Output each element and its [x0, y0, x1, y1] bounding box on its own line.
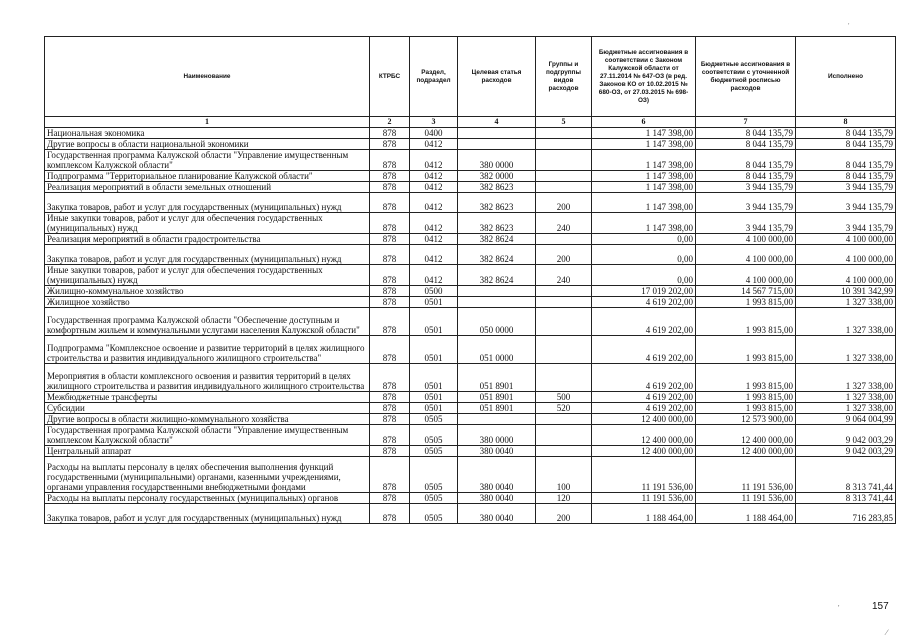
- cell-executed: 9 042 003,29: [796, 446, 896, 457]
- cell-name: Мероприятия в области комплексного освоения и развития территорий в целях жилищного строительства и развития индивидуального жилищного строительства: [45, 364, 370, 392]
- col-number: 4: [458, 117, 536, 128]
- col-header-section: Раздел, подраздел: [410, 37, 458, 117]
- cell-section: 0412: [410, 139, 458, 150]
- cell-executed: 1 327 338,00: [796, 308, 896, 336]
- cell-expense-group: [536, 150, 592, 171]
- cell-executed: 9 064 004,99: [796, 414, 896, 425]
- cell-approved: 11 191 536,00: [592, 493, 696, 504]
- cell-expense-group: [536, 308, 592, 336]
- cell-section: 0501: [410, 364, 458, 392]
- cell-section: 0501: [410, 403, 458, 414]
- cell-expense-group: 120: [536, 493, 592, 504]
- cell-ktrbs: 878: [370, 392, 410, 403]
- table-row: [45, 504, 896, 524]
- table-row: [45, 286, 896, 297]
- table-row: [45, 446, 896, 457]
- table-row: [45, 493, 896, 504]
- cell-target-item: 382 8624: [458, 234, 536, 245]
- cell-approved: 4 619 202,00: [592, 336, 696, 364]
- col-header-target-item: Целевая статья расходов: [458, 37, 536, 117]
- cell-section: 0501: [410, 336, 458, 364]
- cell-revised: 8 044 135,79: [696, 128, 796, 139]
- cell-revised: 1 993 815,00: [696, 364, 796, 392]
- cell-revised: 3 944 135,79: [696, 193, 796, 213]
- cell-ktrbs: 878: [370, 425, 410, 446]
- cell-target-item: 050 0000: [458, 308, 536, 336]
- cell-executed: 3 944 135,79: [796, 182, 896, 193]
- cell-expense-group: [536, 446, 592, 457]
- cell-ktrbs: 878: [370, 193, 410, 213]
- cell-revised: 1 993 815,00: [696, 403, 796, 414]
- cell-name: Государственная программа Калужской области "Обеспечение доступным и комфортным жильем и коммунальными услугами населения Калужской области": [45, 308, 370, 336]
- table-row: [45, 171, 896, 182]
- cell-executed: 1 327 338,00: [796, 392, 896, 403]
- cell-ktrbs: 878: [370, 457, 410, 493]
- cell-name: Закупка товаров, работ и услуг для государственных (муниципальных) нужд: [45, 193, 370, 213]
- cell-name: Реализация мероприятий в области градостроительства: [45, 234, 370, 245]
- cell-section: 0501: [410, 392, 458, 403]
- cell-expense-group: [536, 139, 592, 150]
- cell-name: Межбюджетные трансферты: [45, 392, 370, 403]
- cell-approved: 12 400 000,00: [592, 425, 696, 446]
- cell-target-item: 380 0040: [458, 493, 536, 504]
- cell-target-item: 382 0000: [458, 171, 536, 182]
- cell-revised: 3 944 135,79: [696, 213, 796, 234]
- cell-ktrbs: 878: [370, 213, 410, 234]
- cell-expense-group: [536, 128, 592, 139]
- cell-target-item: 382 8623: [458, 182, 536, 193]
- col-number: 6: [592, 117, 696, 128]
- cell-name: Национальная экономика: [45, 128, 370, 139]
- cell-name: Закупка товаров, работ и услуг для государственных (муниципальных) нужд: [45, 245, 370, 265]
- table-row: [45, 213, 896, 234]
- table-row: [45, 403, 896, 414]
- cell-target-item: 382 8623: [458, 193, 536, 213]
- table-row: [45, 425, 896, 446]
- cell-expense-group: 240: [536, 265, 592, 286]
- cell-name: Подпрограмма "Территориальное планирование Калужской области": [45, 171, 370, 182]
- cell-revised: 4 100 000,00: [696, 234, 796, 245]
- table-row: [45, 414, 896, 425]
- cell-target-item: 380 0040: [458, 504, 536, 524]
- cell-ktrbs: 878: [370, 128, 410, 139]
- table-row: [45, 336, 896, 364]
- cell-approved: 1 147 398,00: [592, 193, 696, 213]
- cell-ktrbs: 878: [370, 308, 410, 336]
- cell-target-item: 380 0040: [458, 446, 536, 457]
- cell-revised: 11 191 536,00: [696, 493, 796, 504]
- cell-approved: 0,00: [592, 245, 696, 265]
- table-body: [45, 128, 896, 524]
- col-number: 2: [370, 117, 410, 128]
- cell-expense-group: 200: [536, 245, 592, 265]
- cell-target-item: 382 8623: [458, 213, 536, 234]
- table-row: [45, 265, 896, 286]
- cell-ktrbs: 878: [370, 234, 410, 245]
- cell-executed: 10 391 342,99: [796, 286, 896, 297]
- cell-name: Расходы на выплаты персоналу в целях обеспечения выполнения функций государственными (муниципальными) органами, казенными учреждениями, органами управления государственными внебюджетными фондами: [45, 457, 370, 493]
- cell-target-item: [458, 297, 536, 308]
- cell-expense-group: [536, 297, 592, 308]
- cell-ktrbs: 878: [370, 493, 410, 504]
- cell-executed: 1 327 338,00: [796, 364, 896, 392]
- cell-section: 0505: [410, 504, 458, 524]
- cell-expense-group: [536, 425, 592, 446]
- table-row: [45, 128, 896, 139]
- cell-target-item: 380 0040: [458, 457, 536, 493]
- cell-section: 0412: [410, 213, 458, 234]
- cell-revised: 3 944 135,79: [696, 182, 796, 193]
- cell-approved: 1 147 398,00: [592, 213, 696, 234]
- cell-revised: 4 100 000,00: [696, 245, 796, 265]
- col-number: 1: [45, 117, 370, 128]
- table-row: [45, 392, 896, 403]
- cell-section: 0505: [410, 425, 458, 446]
- cell-section: 0400: [410, 128, 458, 139]
- table-row: [45, 364, 896, 392]
- cell-ktrbs: 878: [370, 403, 410, 414]
- cell-executed: 4 100 000,00: [796, 245, 896, 265]
- cell-executed: 1 327 338,00: [796, 336, 896, 364]
- cell-section: 0500: [410, 286, 458, 297]
- cell-revised: 1 993 815,00: [696, 392, 796, 403]
- cell-section: 0412: [410, 234, 458, 245]
- cell-section: 0412: [410, 182, 458, 193]
- cell-ktrbs: 878: [370, 286, 410, 297]
- cell-expense-group: 240: [536, 213, 592, 234]
- cell-target-item: 382 8624: [458, 265, 536, 286]
- table-row: [45, 308, 896, 336]
- cell-approved: 1 147 398,00: [592, 128, 696, 139]
- col-header-revised: Бюджетные ассигнования в соответствии с уточненной бюджетной росписью расходов: [696, 37, 796, 117]
- cell-ktrbs: 878: [370, 150, 410, 171]
- cell-ktrbs: 878: [370, 414, 410, 425]
- table-row: [45, 245, 896, 265]
- cell-executed: 9 042 003,29: [796, 425, 896, 446]
- scan-mark-top: ′: [848, 22, 850, 30]
- cell-ktrbs: 878: [370, 182, 410, 193]
- cell-section: 0412: [410, 193, 458, 213]
- cell-target-item: 051 8901: [458, 364, 536, 392]
- cell-target-item: 380 0000: [458, 425, 536, 446]
- cell-expense-group: [536, 364, 592, 392]
- cell-approved: 4 619 202,00: [592, 392, 696, 403]
- cell-executed: 1 327 338,00: [796, 297, 896, 308]
- col-header-expense-groups: Группы и подгруппы видов расходов: [536, 37, 592, 117]
- table-row: [45, 297, 896, 308]
- table-row: [45, 182, 896, 193]
- cell-revised: 14 567 715,00: [696, 286, 796, 297]
- cell-section: 0505: [410, 493, 458, 504]
- cell-target-item: [458, 286, 536, 297]
- cell-approved: 0,00: [592, 265, 696, 286]
- cell-section: 0501: [410, 308, 458, 336]
- cell-expense-group: [536, 182, 592, 193]
- cell-revised: 12 573 900,00: [696, 414, 796, 425]
- header-row: [45, 37, 896, 117]
- cell-name: Государственная программа Калужской области "Управление имущественным комплексом Калужской области": [45, 150, 370, 171]
- cell-target-item: 380 0000: [458, 150, 536, 171]
- cell-executed: 8 044 135,79: [796, 150, 896, 171]
- cell-section: 0505: [410, 446, 458, 457]
- cell-approved: 4 619 202,00: [592, 403, 696, 414]
- cell-target-item: 051 8901: [458, 392, 536, 403]
- scan-mark-corner: ⁄: [886, 628, 888, 637]
- cell-approved: 1 147 398,00: [592, 139, 696, 150]
- cell-target-item: 051 0000: [458, 336, 536, 364]
- col-number: 7: [696, 117, 796, 128]
- cell-revised: 8 044 135,79: [696, 139, 796, 150]
- cell-ktrbs: 878: [370, 139, 410, 150]
- cell-executed: 3 944 135,79: [796, 193, 896, 213]
- table-row: [45, 150, 896, 171]
- cell-executed: 8 313 741,44: [796, 457, 896, 493]
- cell-executed: 8 313 741,44: [796, 493, 896, 504]
- cell-ktrbs: 878: [370, 297, 410, 308]
- cell-name: Иные закупки товаров, работ и услуг для обеспечения государственных (муниципальных) нужд: [45, 213, 370, 234]
- cell-name: Расходы на выплаты персоналу государственных (муниципальных) органов: [45, 493, 370, 504]
- cell-revised: 11 191 536,00: [696, 457, 796, 493]
- cell-name: Субсидии: [45, 403, 370, 414]
- cell-executed: 716 283,85: [796, 504, 896, 524]
- cell-ktrbs: 878: [370, 336, 410, 364]
- cell-executed: 4 100 000,00: [796, 265, 896, 286]
- cell-revised: 8 044 135,79: [696, 150, 796, 171]
- cell-name: Другие вопросы в области национальной экономики: [45, 139, 370, 150]
- cell-ktrbs: 878: [370, 504, 410, 524]
- cell-revised: 12 400 000,00: [696, 425, 796, 446]
- cell-ktrbs: 878: [370, 364, 410, 392]
- cell-expense-group: [536, 171, 592, 182]
- cell-approved: 1 147 398,00: [592, 150, 696, 171]
- cell-approved: 0,00: [592, 234, 696, 245]
- cell-executed: 8 044 135,79: [796, 139, 896, 150]
- cell-revised: 1 993 815,00: [696, 297, 796, 308]
- cell-ktrbs: 878: [370, 245, 410, 265]
- cell-approved: 4 619 202,00: [592, 297, 696, 308]
- scan-mark-bottom: ′: [838, 604, 840, 612]
- cell-section: 0412: [410, 171, 458, 182]
- cell-target-item: [458, 414, 536, 425]
- cell-name: Жилищное хозяйство: [45, 297, 370, 308]
- cell-section: 0501: [410, 297, 458, 308]
- cell-executed: 8 044 135,79: [796, 128, 896, 139]
- cell-executed: 8 044 135,79: [796, 171, 896, 182]
- cell-expense-group: [536, 414, 592, 425]
- cell-expense-group: [536, 286, 592, 297]
- cell-name: Реализация мероприятий в области земельных отношений: [45, 182, 370, 193]
- cell-executed: 4 100 000,00: [796, 234, 896, 245]
- cell-approved: 12 400 000,00: [592, 446, 696, 457]
- cell-section: 0505: [410, 414, 458, 425]
- cell-expense-group: 520: [536, 403, 592, 414]
- cell-expense-group: [536, 234, 592, 245]
- table-row: [45, 193, 896, 213]
- cell-expense-group: 200: [536, 504, 592, 524]
- col-number: 8: [796, 117, 896, 128]
- cell-name: Подпрограмма "Комплексное освоение и развитие территорий в целях жилищного строительства и развития индивидуального жилищного строительства": [45, 336, 370, 364]
- cell-revised: 8 044 135,79: [696, 171, 796, 182]
- budget-table: [44, 36, 896, 524]
- cell-section: 0412: [410, 265, 458, 286]
- col-number: 5: [536, 117, 592, 128]
- cell-approved: 11 191 536,00: [592, 457, 696, 493]
- cell-ktrbs: 878: [370, 265, 410, 286]
- table-row: [45, 234, 896, 245]
- cell-ktrbs: 878: [370, 171, 410, 182]
- col-number: 3: [410, 117, 458, 128]
- cell-expense-group: 100: [536, 457, 592, 493]
- cell-revised: 4 100 000,00: [696, 265, 796, 286]
- cell-target-item: 051 8901: [458, 403, 536, 414]
- col-header-executed: Исполнено: [796, 37, 896, 117]
- cell-approved: 1 147 398,00: [592, 182, 696, 193]
- table-row: [45, 457, 896, 493]
- cell-revised: 12 400 000,00: [696, 446, 796, 457]
- page-number: 157: [872, 601, 889, 612]
- cell-approved: 4 619 202,00: [592, 364, 696, 392]
- cell-executed: 1 327 338,00: [796, 403, 896, 414]
- table-row: [45, 139, 896, 150]
- cell-expense-group: [536, 336, 592, 364]
- cell-name: Центральный аппарат: [45, 446, 370, 457]
- cell-approved: 1 188 464,00: [592, 504, 696, 524]
- cell-name: Закупка товаров, работ и услуг для государственных (муниципальных) нужд: [45, 504, 370, 524]
- cell-section: 0505: [410, 457, 458, 493]
- cell-section: 0412: [410, 245, 458, 265]
- cell-name: Иные закупки товаров, работ и услуг для обеспечения государственных (муниципальных) нужд: [45, 265, 370, 286]
- cell-approved: 4 619 202,00: [592, 308, 696, 336]
- cell-approved: 1 147 398,00: [592, 171, 696, 182]
- cell-approved: 17 019 202,00: [592, 286, 696, 297]
- cell-section: 0412: [410, 150, 458, 171]
- cell-name: Другие вопросы в области жилищно-коммунального хозяйства: [45, 414, 370, 425]
- cell-approved: 12 400 000,00: [592, 414, 696, 425]
- cell-executed: 3 944 135,79: [796, 213, 896, 234]
- cell-revised: 1 188 464,00: [696, 504, 796, 524]
- cell-target-item: 382 8624: [458, 245, 536, 265]
- cell-ktrbs: 878: [370, 446, 410, 457]
- col-header-name: Наименование: [45, 37, 370, 117]
- column-number-row: [45, 117, 896, 128]
- col-header-approved: Бюджетные ассигнования в соответствии с Законом Калужской области от 27.11.2014 № 647-ОЗ (в ред. Законов КО от 10.02.2015 № 680-ОЗ, от 27.03.2015 № 698-ОЗ): [592, 37, 696, 117]
- cell-target-item: [458, 128, 536, 139]
- cell-target-item: [458, 139, 536, 150]
- cell-expense-group: 200: [536, 193, 592, 213]
- cell-revised: 1 993 815,00: [696, 308, 796, 336]
- cell-revised: 1 993 815,00: [696, 336, 796, 364]
- cell-expense-group: 500: [536, 392, 592, 403]
- cell-name: Государственная программа Калужской области "Управление имущественным комплексом Калужской области": [45, 425, 370, 446]
- col-header-ktrbs: КТРБС: [370, 37, 410, 117]
- cell-name: Жилищно-коммунальное хозяйство: [45, 286, 370, 297]
